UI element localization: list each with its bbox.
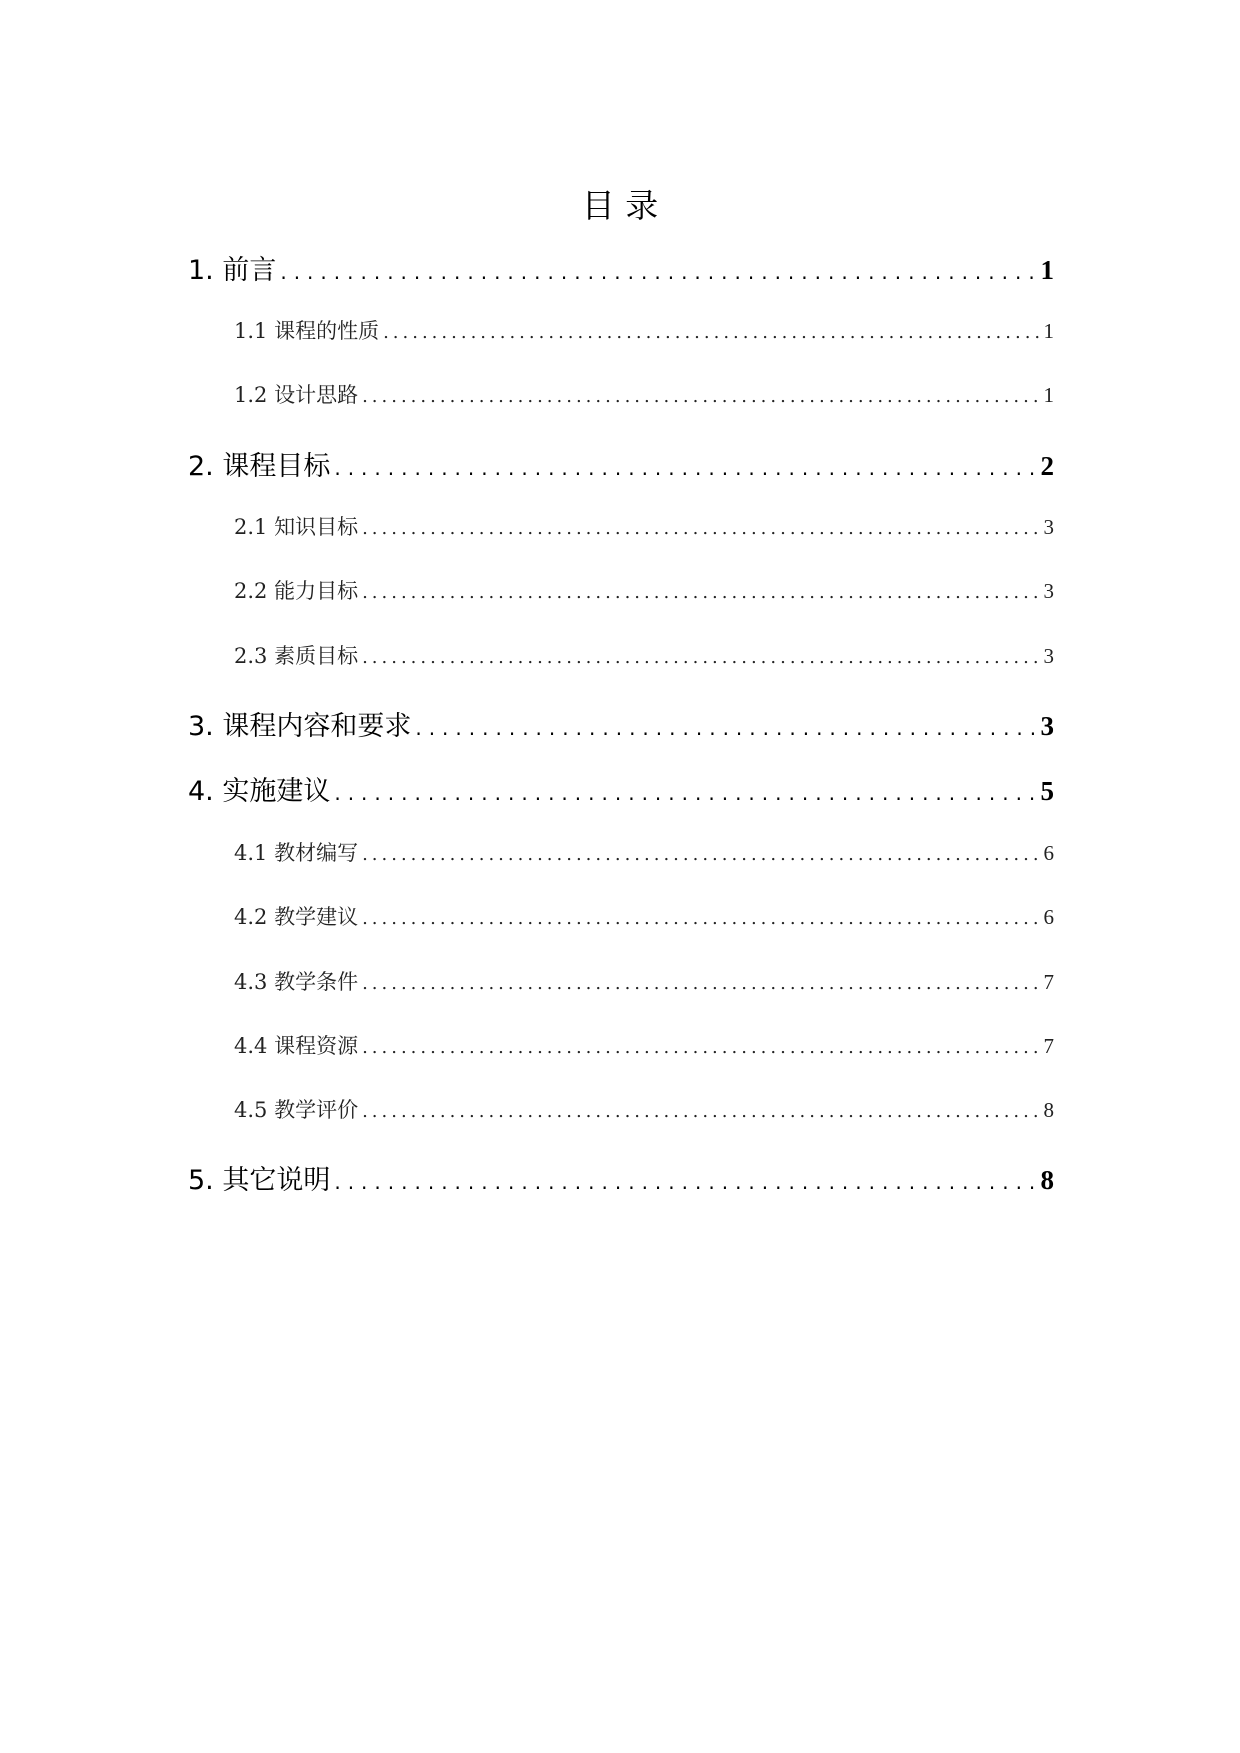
toc-entry[interactable] <box>188 250 1054 290</box>
toc-entry[interactable] <box>234 510 1054 544</box>
toc-entry-label: 3. 课程内容和要求 <box>188 711 412 742</box>
toc-entry[interactable] <box>188 446 1054 486</box>
toc-leader-dots <box>280 252 1036 292</box>
toc-entry-label: 5. 其它说明 <box>188 1165 331 1196</box>
toc-leader-dots <box>362 576 1039 610</box>
toc-entry[interactable] <box>234 378 1054 412</box>
toc-page-number: 1 <box>1043 319 1054 343</box>
toc-entry-label: 4. 实施建议 <box>188 776 331 807</box>
toc-entry[interactable] <box>234 965 1054 999</box>
toc-entry-label: 1. 前言 <box>188 255 277 286</box>
toc-entry[interactable] <box>234 639 1054 673</box>
toc-page-number: 7 <box>1043 970 1054 994</box>
toc-leader-dots <box>362 967 1039 1001</box>
toc-entry[interactable] <box>188 1160 1054 1200</box>
toc-entry-label: 2.3 素质目标 <box>234 644 359 668</box>
toc-page-number: 1 <box>1043 383 1054 407</box>
toc-leader-dots <box>334 1162 1036 1202</box>
toc-leader-dots <box>362 641 1039 675</box>
toc-page-number: 8 <box>1040 1165 1054 1195</box>
toc-page-number: 3 <box>1043 515 1054 539</box>
toc-entry[interactable] <box>234 574 1054 608</box>
toc-leader-dots <box>415 708 1036 748</box>
toc-entry-label: 4.4 课程资源 <box>234 1034 359 1058</box>
toc-leader-dots <box>334 448 1036 488</box>
toc-leader-dots <box>334 773 1036 813</box>
toc-entry-label: 1.1 课程的性质 <box>234 319 380 343</box>
toc-leader-dots <box>362 1095 1039 1129</box>
toc-page-number: 3 <box>1040 711 1054 741</box>
toc-entry[interactable] <box>234 1029 1054 1063</box>
toc-entry-label: 2.2 能力目标 <box>234 579 359 603</box>
toc-entry-label: 4.1 教材编写 <box>234 841 359 865</box>
toc-entry-label: 4.3 教学条件 <box>234 970 359 994</box>
toc-title: 目 录 <box>581 186 659 225</box>
toc-page-number: 8 <box>1043 1098 1054 1122</box>
toc-leader-dots <box>362 838 1039 872</box>
toc-leader-dots <box>362 902 1039 936</box>
toc-page-number: 7 <box>1043 1034 1054 1058</box>
toc-entry-label: 4.2 教学建议 <box>234 905 359 929</box>
toc-entry-label: 1.2 设计思路 <box>234 383 359 407</box>
toc-leader-dots <box>362 1031 1039 1065</box>
toc-leader-dots <box>362 380 1039 414</box>
toc-page-number: 2 <box>1040 451 1054 481</box>
toc-entry[interactable] <box>234 1093 1054 1127</box>
toc-entry-label: 2.1 知识目标 <box>234 515 359 539</box>
toc-page-number: 1 <box>1040 255 1054 285</box>
toc-entry[interactable] <box>234 314 1054 348</box>
toc-leader-dots <box>362 512 1039 546</box>
toc-entry-label: 2. 课程目标 <box>188 451 331 482</box>
toc-page-number: 3 <box>1043 579 1054 603</box>
toc-page-number: 5 <box>1040 776 1054 806</box>
toc-leader-dots <box>383 316 1039 350</box>
toc-page-number: 3 <box>1043 644 1054 668</box>
toc-entry[interactable] <box>234 900 1054 934</box>
toc-entry-label: 4.5 教学评价 <box>234 1098 359 1122</box>
toc-entry[interactable] <box>234 836 1054 870</box>
toc-page-number: 6 <box>1043 841 1054 865</box>
toc-page-number: 6 <box>1043 905 1054 929</box>
toc-entry[interactable] <box>188 706 1054 746</box>
toc-entry[interactable] <box>188 771 1054 811</box>
